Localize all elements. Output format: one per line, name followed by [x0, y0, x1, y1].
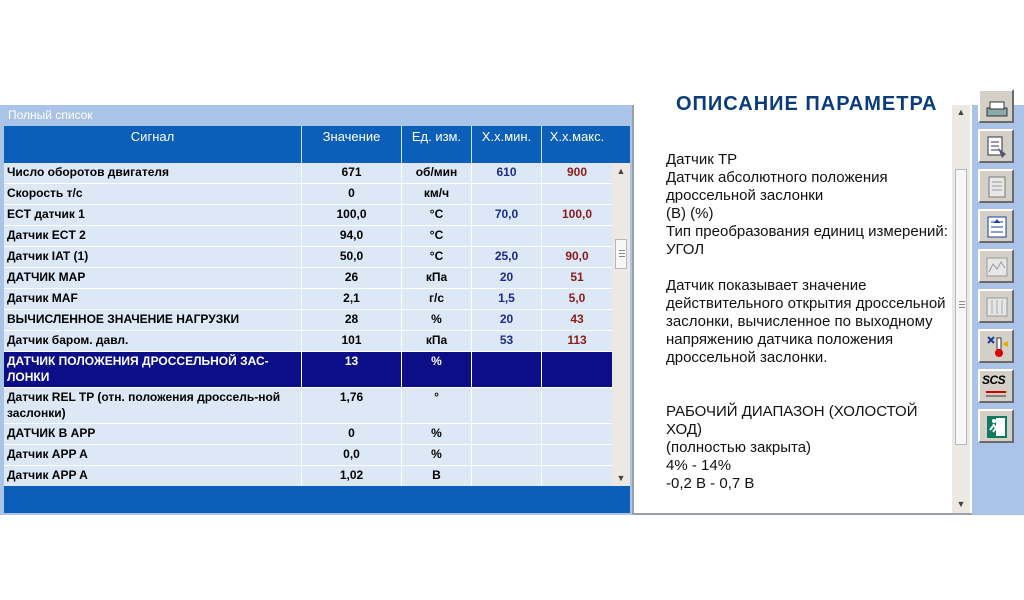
- printer-icon: [984, 94, 1010, 120]
- signal-cell: Датчик REL TP (отн. положения дроссель-ной заслонки): [4, 388, 302, 423]
- max-cell: [542, 424, 612, 444]
- connector-icon: [984, 389, 1010, 399]
- table-scrollbar[interactable]: [612, 163, 630, 486]
- max-cell: [542, 388, 612, 423]
- unit-cell: об/мин: [402, 163, 472, 183]
- value-cell: 50,0: [302, 247, 402, 267]
- table-row[interactable]: [4, 289, 612, 310]
- table-row[interactable]: [4, 331, 612, 352]
- description-line: Датчик ТР: [666, 151, 738, 168]
- table-row[interactable]: [4, 388, 612, 424]
- max-cell: 51: [542, 268, 612, 288]
- signal-cell: Датчик IAT (1): [4, 247, 302, 267]
- description-line: -0,2 В - 0,7 В: [666, 475, 755, 492]
- max-cell: [542, 226, 612, 246]
- max-cell: [542, 445, 612, 465]
- max-cell: 43: [542, 310, 612, 330]
- description-line: 4% - 14%: [666, 457, 732, 474]
- exit-door-icon: [984, 414, 1010, 440]
- graph-icon: [984, 254, 1010, 280]
- min-cell: 20: [472, 268, 542, 288]
- value-cell: 0,0: [302, 445, 402, 465]
- table-row[interactable]: [4, 184, 612, 205]
- max-cell: 113: [542, 331, 612, 351]
- table-row[interactable]: [4, 310, 612, 331]
- max-cell: [542, 466, 612, 486]
- min-cell: [472, 466, 542, 486]
- parameter-description-panel: [632, 93, 972, 515]
- table-body: [4, 163, 612, 486]
- min-cell: [472, 226, 542, 246]
- description-heading: ОПИСАНИЕ ПАРАМЕТРА: [676, 93, 938, 115]
- signal-cell: ECT датчик 1: [4, 205, 302, 225]
- description-text: [666, 151, 956, 493]
- snapshot-icon: [984, 294, 1010, 320]
- min-cell: 25,0: [472, 247, 542, 267]
- unit-cell: В: [402, 466, 472, 486]
- scroll-up-icon[interactable]: ▲: [616, 166, 626, 176]
- value-cell: 2,1: [302, 289, 402, 309]
- max-cell: [542, 184, 612, 204]
- unit-cell: °C: [402, 205, 472, 225]
- signal-cell: Датчик MAF: [4, 289, 302, 309]
- scroll-up-icon[interactable]: ▲: [956, 107, 966, 117]
- scroll-down-icon[interactable]: ▼: [616, 473, 626, 483]
- unit-cell: °C: [402, 247, 472, 267]
- unit-cell: кПа: [402, 268, 472, 288]
- min-cell: [472, 388, 542, 423]
- unit-cell: %: [402, 352, 472, 387]
- unit-cell: %: [402, 310, 472, 330]
- min-cell: [472, 424, 542, 444]
- max-cell: 900: [542, 163, 612, 183]
- value-cell: 26: [302, 268, 402, 288]
- scroll-thumb[interactable]: [615, 239, 627, 269]
- value-cell: 13: [302, 352, 402, 387]
- print-button[interactable]: [978, 89, 1014, 123]
- min-cell: 1,5: [472, 289, 542, 309]
- scroll-down-icon[interactable]: ▼: [956, 499, 966, 509]
- table-row[interactable]: [4, 445, 612, 466]
- unit-cell: км/ч: [402, 184, 472, 204]
- document-icon: [984, 174, 1010, 200]
- signal-cell: Датчик ECT 2: [4, 226, 302, 246]
- table-row[interactable]: [4, 268, 612, 289]
- unit-cell: %: [402, 424, 472, 444]
- table-row[interactable]: [4, 247, 612, 268]
- signal-cell: Скорость т/с: [4, 184, 302, 204]
- unit-cell: кПа: [402, 331, 472, 351]
- min-cell: [472, 445, 542, 465]
- exit-button[interactable]: [978, 409, 1014, 443]
- unit-cell: °: [402, 388, 472, 423]
- table-row[interactable]: [4, 466, 612, 487]
- description-scrollbar[interactable]: [952, 105, 970, 513]
- sort-list-icon: [984, 214, 1010, 240]
- value-cell: 28: [302, 310, 402, 330]
- select-parameters-button[interactable]: [978, 129, 1014, 163]
- freeze-button[interactable]: [978, 289, 1014, 323]
- description-line: (В) (%): [666, 205, 714, 222]
- parameter-list-panel: [0, 105, 632, 515]
- table-row[interactable]: [4, 163, 612, 184]
- value-cell: 1,76: [302, 388, 402, 423]
- value-cell: 101: [302, 331, 402, 351]
- column-value[interactable]: Значение: [302, 126, 402, 168]
- scs-button[interactable]: [978, 369, 1014, 403]
- signal-cell: ВЫЧИСЛЕННОЕ ЗНАЧЕНИЕ НАГРУЗКИ: [4, 310, 302, 330]
- temperature-unit-button[interactable]: [978, 329, 1014, 363]
- signal-cell: ДАТЧИК MAP: [4, 268, 302, 288]
- unit-cell: г/с: [402, 289, 472, 309]
- signal-cell: ДАТЧИК В APP: [4, 424, 302, 444]
- column-unit[interactable]: Ед. изм.: [402, 126, 472, 168]
- min-cell: 610: [472, 163, 542, 183]
- max-cell: 90,0: [542, 247, 612, 267]
- min-cell: 70,0: [472, 205, 542, 225]
- value-cell: 671: [302, 163, 402, 183]
- signal-cell: Число оборотов двигателя: [4, 163, 302, 183]
- table-row[interactable]: [4, 424, 612, 445]
- description-line: Тип преобразования единиц измерений: УГОЛ: [666, 223, 948, 258]
- max-cell: [542, 352, 612, 387]
- description-line: (полностью закрыта): [666, 439, 812, 456]
- sort-button[interactable]: [978, 209, 1014, 243]
- min-cell: [472, 352, 542, 387]
- status-bar: [4, 486, 630, 513]
- value-cell: 0: [302, 424, 402, 444]
- min-cell: [472, 184, 542, 204]
- scroll-thumb[interactable]: [955, 169, 967, 445]
- unit-cell: %: [402, 445, 472, 465]
- table-header: [4, 126, 630, 168]
- max-cell: 5,0: [542, 289, 612, 309]
- signal-cell: Датчик APP A: [4, 466, 302, 486]
- unit-cell: °C: [402, 226, 472, 246]
- table-row[interactable]: [4, 205, 612, 226]
- description-line: Датчик абсолютного положения дроссельной заслонки: [666, 169, 888, 204]
- list-view-button[interactable]: [978, 169, 1014, 203]
- signal-cell: Датчик бaром. давл.: [4, 331, 302, 351]
- table-row[interactable]: [4, 226, 612, 247]
- column-max[interactable]: Х.х.макс.: [549, 129, 605, 144]
- description-line: Датчик показывает значение действительного открытия дроссельной заслонки, вычисленное по выходному напряжению датчика положения дроссельной заслонки.: [666, 277, 946, 366]
- value-cell: 94,0: [302, 226, 402, 246]
- scs-label: SCS: [982, 373, 1006, 387]
- panel-title: Полный список: [8, 108, 93, 122]
- signal-cell: ДАТЧИК ПОЛОЖЕНИЯ ДРОССЕЛЬНОЙ ЗАС-ЛОНКИ: [4, 352, 302, 387]
- column-signal[interactable]: Сигнал: [4, 126, 302, 168]
- table-row-selected[interactable]: [4, 352, 612, 388]
- right-toolbar: [972, 105, 1024, 515]
- signal-cell: Датчик APP A: [4, 445, 302, 465]
- description-line: РАБОЧИЙ ДИАПАЗОН (ХОЛОСТОЙ ХОД): [666, 403, 918, 438]
- max-cell: 100,0: [542, 205, 612, 225]
- value-cell: 100,0: [302, 205, 402, 225]
- column-min[interactable]: Х.х.мин.: [472, 126, 542, 168]
- value-cell: 0: [302, 184, 402, 204]
- hand-list-icon: [984, 134, 1010, 160]
- value-cell: 1,02: [302, 466, 402, 486]
- thermometer-icon: [984, 334, 1010, 360]
- graph-button[interactable]: [978, 249, 1014, 283]
- min-cell: 20: [472, 310, 542, 330]
- min-cell: 53: [472, 331, 542, 351]
